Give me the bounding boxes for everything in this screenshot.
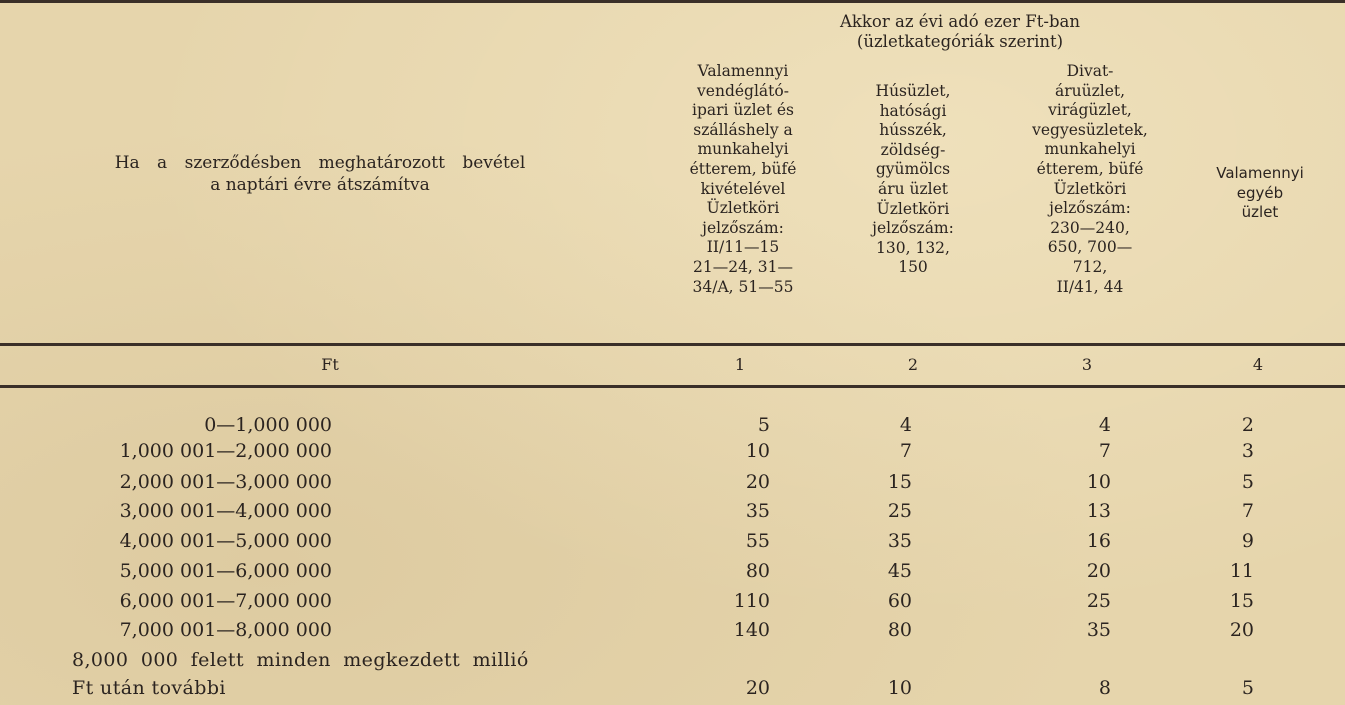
col3-header-line: 712, — [1072, 257, 1108, 276]
tax-value-col1: 20 — [745, 677, 770, 699]
tax-value-col1: 20 — [745, 471, 770, 493]
tax-value-col1: 5 — [757, 414, 770, 436]
col1-header-line: II/11—15 — [706, 238, 780, 257]
col1-header-line: ipari üzlet és — [692, 101, 794, 120]
col1-header-line: vendéglátó- — [697, 81, 789, 100]
tax-value-col3: 25 — [1086, 590, 1111, 612]
tax-value-col2: 10 — [887, 677, 912, 699]
table-row — [0, 560, 1345, 584]
table-row — [0, 471, 1345, 495]
col1-header-line: szálláshely a — [693, 120, 793, 139]
tax-value-col4: 5 — [1241, 677, 1254, 699]
tax-value-col1: 35 — [745, 500, 770, 522]
col2-header-line: Húsüzlet, — [875, 82, 951, 100]
group-title — [700, 12, 1220, 51]
final-row-label-line-1: 8,000 000 felett minden megkezdett millió — [72, 649, 529, 671]
col1-header-line: jelzőszám: — [702, 218, 784, 237]
col3-header-line: virágüzlet, — [1048, 101, 1132, 120]
revenue-range: 3,000 001—4,000 000 — [119, 500, 332, 522]
col4-header-line: egyéb — [1236, 183, 1284, 202]
col2-header-line: Üzletköri — [876, 199, 950, 218]
tax-value-col4: 11 — [1229, 560, 1254, 582]
revenue-range: 2,000 001—3,000 000 — [119, 471, 332, 493]
tax-value-col2: 7 — [899, 440, 912, 462]
column-number-1: 1 — [734, 355, 746, 374]
tax-value-col3: 13 — [1086, 500, 1111, 522]
tax-value-col3: 4 — [1098, 414, 1111, 436]
tax-value-col2: 45 — [887, 560, 912, 582]
col3-header-line: Üzletköri — [1053, 179, 1127, 198]
revenue-range: 1,000 001—2,000 000 — [119, 440, 332, 462]
tax-value-col2: 80 — [887, 619, 912, 641]
revenue-range: 5,000 001—6,000 000 — [119, 560, 332, 582]
revenue-range: 4,000 001—5,000 000 — [119, 530, 332, 552]
column-number-4: 4 — [1252, 355, 1264, 374]
revenue-range: 0—1,000 000 — [204, 414, 332, 436]
tax-value-col3: 16 — [1086, 530, 1111, 552]
col2-header-line: hatósági — [879, 101, 947, 120]
tax-value-col1: 10 — [745, 440, 770, 462]
table-row — [0, 500, 1345, 524]
final-row-label-line-2: Ft után további — [72, 677, 226, 699]
col2-header-line: zöldség- — [880, 140, 946, 159]
col1-header-line: 34/A, 51—55 — [692, 277, 794, 296]
col3-header-line: étterem, büfé — [1036, 159, 1144, 178]
col1-header-line: munkahelyi — [697, 140, 789, 159]
col3-header-line: jelzőszám: — [1049, 199, 1131, 218]
col3-header-line: munkahelyi — [1044, 140, 1136, 159]
header-bottom-rule — [0, 343, 1345, 346]
col2-header-line: 130, 132, — [876, 238, 950, 257]
tax-value-col3: 20 — [1086, 560, 1111, 582]
tax-value-col2: 25 — [887, 500, 912, 522]
tax-value-col4: 20 — [1229, 619, 1254, 641]
column-number-3: 3 — [1081, 355, 1093, 374]
table-row — [0, 590, 1345, 614]
revenue-header — [20, 152, 620, 196]
tax-value-col4: 15 — [1229, 590, 1254, 612]
col3-header-line: 230—240, — [1050, 218, 1130, 237]
col3-header — [1000, 62, 1180, 297]
tax-value-col4: 9 — [1241, 530, 1254, 552]
tax-value-col4: 3 — [1241, 440, 1254, 462]
revenue-range: 6,000 001—7,000 000 — [119, 590, 332, 612]
tax-value-col1: 140 — [733, 619, 770, 641]
col3-header-line: Divat- — [1066, 62, 1114, 80]
col1-header-line: Üzletköri — [706, 199, 780, 218]
tax-value-col1: 80 — [745, 560, 770, 582]
col2-header-line: 150 — [898, 258, 928, 277]
column-number-rule — [0, 385, 1345, 388]
top-rule — [0, 0, 1345, 3]
tax-value-col2: 60 — [887, 590, 912, 612]
col1-header-line: étterem, büfé — [689, 159, 797, 178]
col2-header — [838, 82, 988, 278]
tax-value-col3: 35 — [1086, 619, 1111, 641]
group-title-line-2: (üzletkategóriák szerint) — [856, 31, 1064, 51]
tax-value-col4: 5 — [1241, 471, 1254, 493]
col3-header-line: 650, 700— — [1047, 238, 1133, 257]
tax-value-col3: 7 — [1098, 440, 1111, 462]
col4-header-line: üzlet — [1241, 203, 1279, 222]
tax-value-col3: 10 — [1086, 471, 1111, 493]
tax-value-col1: 55 — [745, 530, 770, 552]
col2-header-line: jelzőszám: — [872, 219, 954, 238]
col2-header-line: hússzék, — [879, 121, 947, 140]
tax-value-col2: 4 — [899, 414, 912, 436]
tax-value-col1: 110 — [733, 590, 770, 612]
table-row — [0, 440, 1345, 464]
col2-header-line: gyümölcs — [875, 160, 951, 179]
tax-value-col2: 35 — [887, 530, 912, 552]
col3-header-line: áruüzlet, — [1054, 81, 1126, 100]
group-title-line-1: Akkor az évi adó ezer Ft-ban — [840, 12, 1080, 31]
table-row — [0, 530, 1345, 554]
col2-header-line: áru üzlet — [877, 179, 949, 198]
col1-header-line: Valamennyi — [697, 62, 789, 80]
col3-header-line: vegyesüzletek, — [1032, 120, 1148, 139]
col4-header — [1185, 164, 1335, 223]
col4-header-line: Valamennyi — [1216, 164, 1304, 182]
col1-header-line: kivételével — [700, 179, 786, 198]
tax-value-col4: 7 — [1241, 500, 1254, 522]
tax-value-col3: 8 — [1098, 677, 1111, 699]
tax-value-col4: 2 — [1241, 414, 1254, 436]
revenue-header-line-1: Ha a szerződésben meghatározott bevétel — [114, 153, 526, 173]
tax-value-col2: 15 — [887, 471, 912, 493]
table-row — [0, 414, 1345, 438]
column-number-2: 2 — [907, 355, 919, 374]
table-row-final — [0, 677, 1345, 701]
column-number-ft: Ft — [321, 355, 339, 374]
revenue-header-line-2: a naptári évre átszámítva — [210, 175, 430, 195]
table-row — [0, 619, 1345, 643]
col1-header-line: 21—24, 31— — [692, 257, 794, 276]
revenue-range: 7,000 001—8,000 000 — [119, 619, 332, 641]
col1-header — [662, 62, 824, 297]
col3-header-line: II/41, 44 — [1056, 277, 1124, 296]
